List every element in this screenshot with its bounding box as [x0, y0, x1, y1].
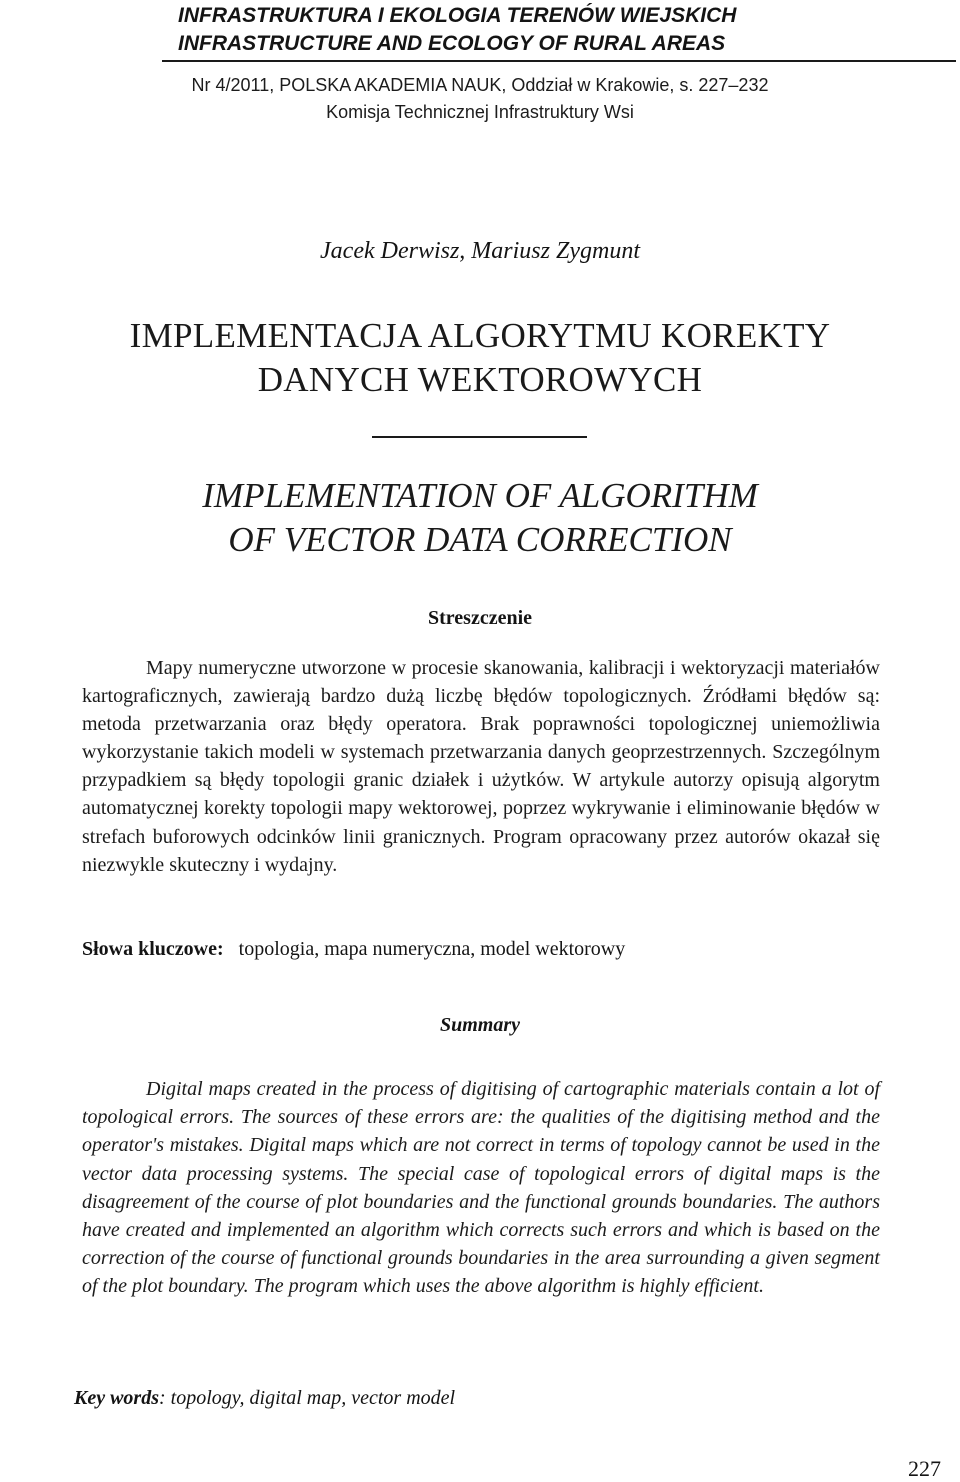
title-divider — [372, 436, 587, 438]
title-en-line-1: IMPLEMENTATION OF ALGORITHM — [202, 476, 758, 515]
title-pl-line-1: IMPLEMENTACJA ALGORYTMU KOREKTY — [129, 316, 831, 355]
title-pl-line-2: DANYCH WEKTOROWYCH — [257, 360, 703, 399]
keywords-pl — [82, 935, 882, 963]
article-title-pl — [0, 314, 960, 402]
page-number: 227 — [908, 1456, 941, 1481]
keywords-en-label: Key words — [74, 1387, 159, 1409]
article-authors: Jacek Derwisz, Mariusz Zygmunt — [320, 238, 640, 264]
journal-title-en: INFRASTRUCTURE AND ECOLOGY OF RURAL AREAS — [178, 32, 726, 55]
abstract-pl-heading: Streszczenie — [427, 607, 533, 629]
header-divider — [162, 60, 956, 62]
issue-line: Nr 4/2011, POLSKA AKADEMIA NAUK, Oddział w Krakowie, s. 227–232 — [191, 75, 769, 95]
keywords-en-value: : topology, digital map, vector model — [159, 1387, 456, 1409]
journal-title-pl: INFRASTRUKTURA I EKOLOGIA TERENÓW WIEJSKICH — [178, 4, 737, 27]
article-title-en — [0, 474, 960, 562]
title-en-line-2: OF VECTOR DATA CORRECTION — [228, 520, 732, 559]
journal-header — [178, 2, 878, 58]
keywords-pl-value: topologia, mapa numeryczna, model wektorowy — [238, 938, 626, 960]
abstract-en-heading: Summary — [439, 1014, 521, 1036]
abstract-pl-text: Mapy numeryczne utworzone w procesie skanowania, kalibracji i wektoryzacji materiałów kartograficznych, zawierają bardzo dużą liczbę błędów topologicznych. Źródłami błędów są: metoda przetwarzania oraz błędy operatora. Brak poprawności topologicznej uniemożliwia wykorzystanie takich modeli w systemach przetwarzania danych geoprzestrzennych. Szczególnym przypadkiem są błędy topologii granic działek i użytków. W artykule autorzy opisują algorytm automatycznej korekty topologii mapy wektorowej, poprzez wykrywanie i eliminowanie błędów w strefach buforowych odcinków linii granicznych. Program opracowany przez autorów okazał się niezwykle skuteczny i wydajny. — [82, 657, 880, 876]
commission-line: Komisja Technicznej Infrastruktury Wsi — [326, 102, 634, 122]
abstract-en-text: Digital maps created in the process of digitising of cartographic materials contain a lot of topological errors. The sources of these errors are: the qualities of the digitising method and the operator's mistakes. Digital maps which are not correct in terms of topology cannot be used in the vector data processing systems. The special case of topological errors of digital maps is the disagreement of the course of plot boundaries and the functional grounds boundaries. The authors have created and implemented an algorithm which corrects such errors and which is based on the correction of the course of functional grounds boundaries in the area surrounding a given segment of the plot boundary. The program which uses the above algorithm is highly efficient. — [82, 1078, 880, 1298]
keywords-en — [74, 1384, 894, 1412]
keywords-pl-label: Słowa kluczowe: — [82, 938, 224, 960]
